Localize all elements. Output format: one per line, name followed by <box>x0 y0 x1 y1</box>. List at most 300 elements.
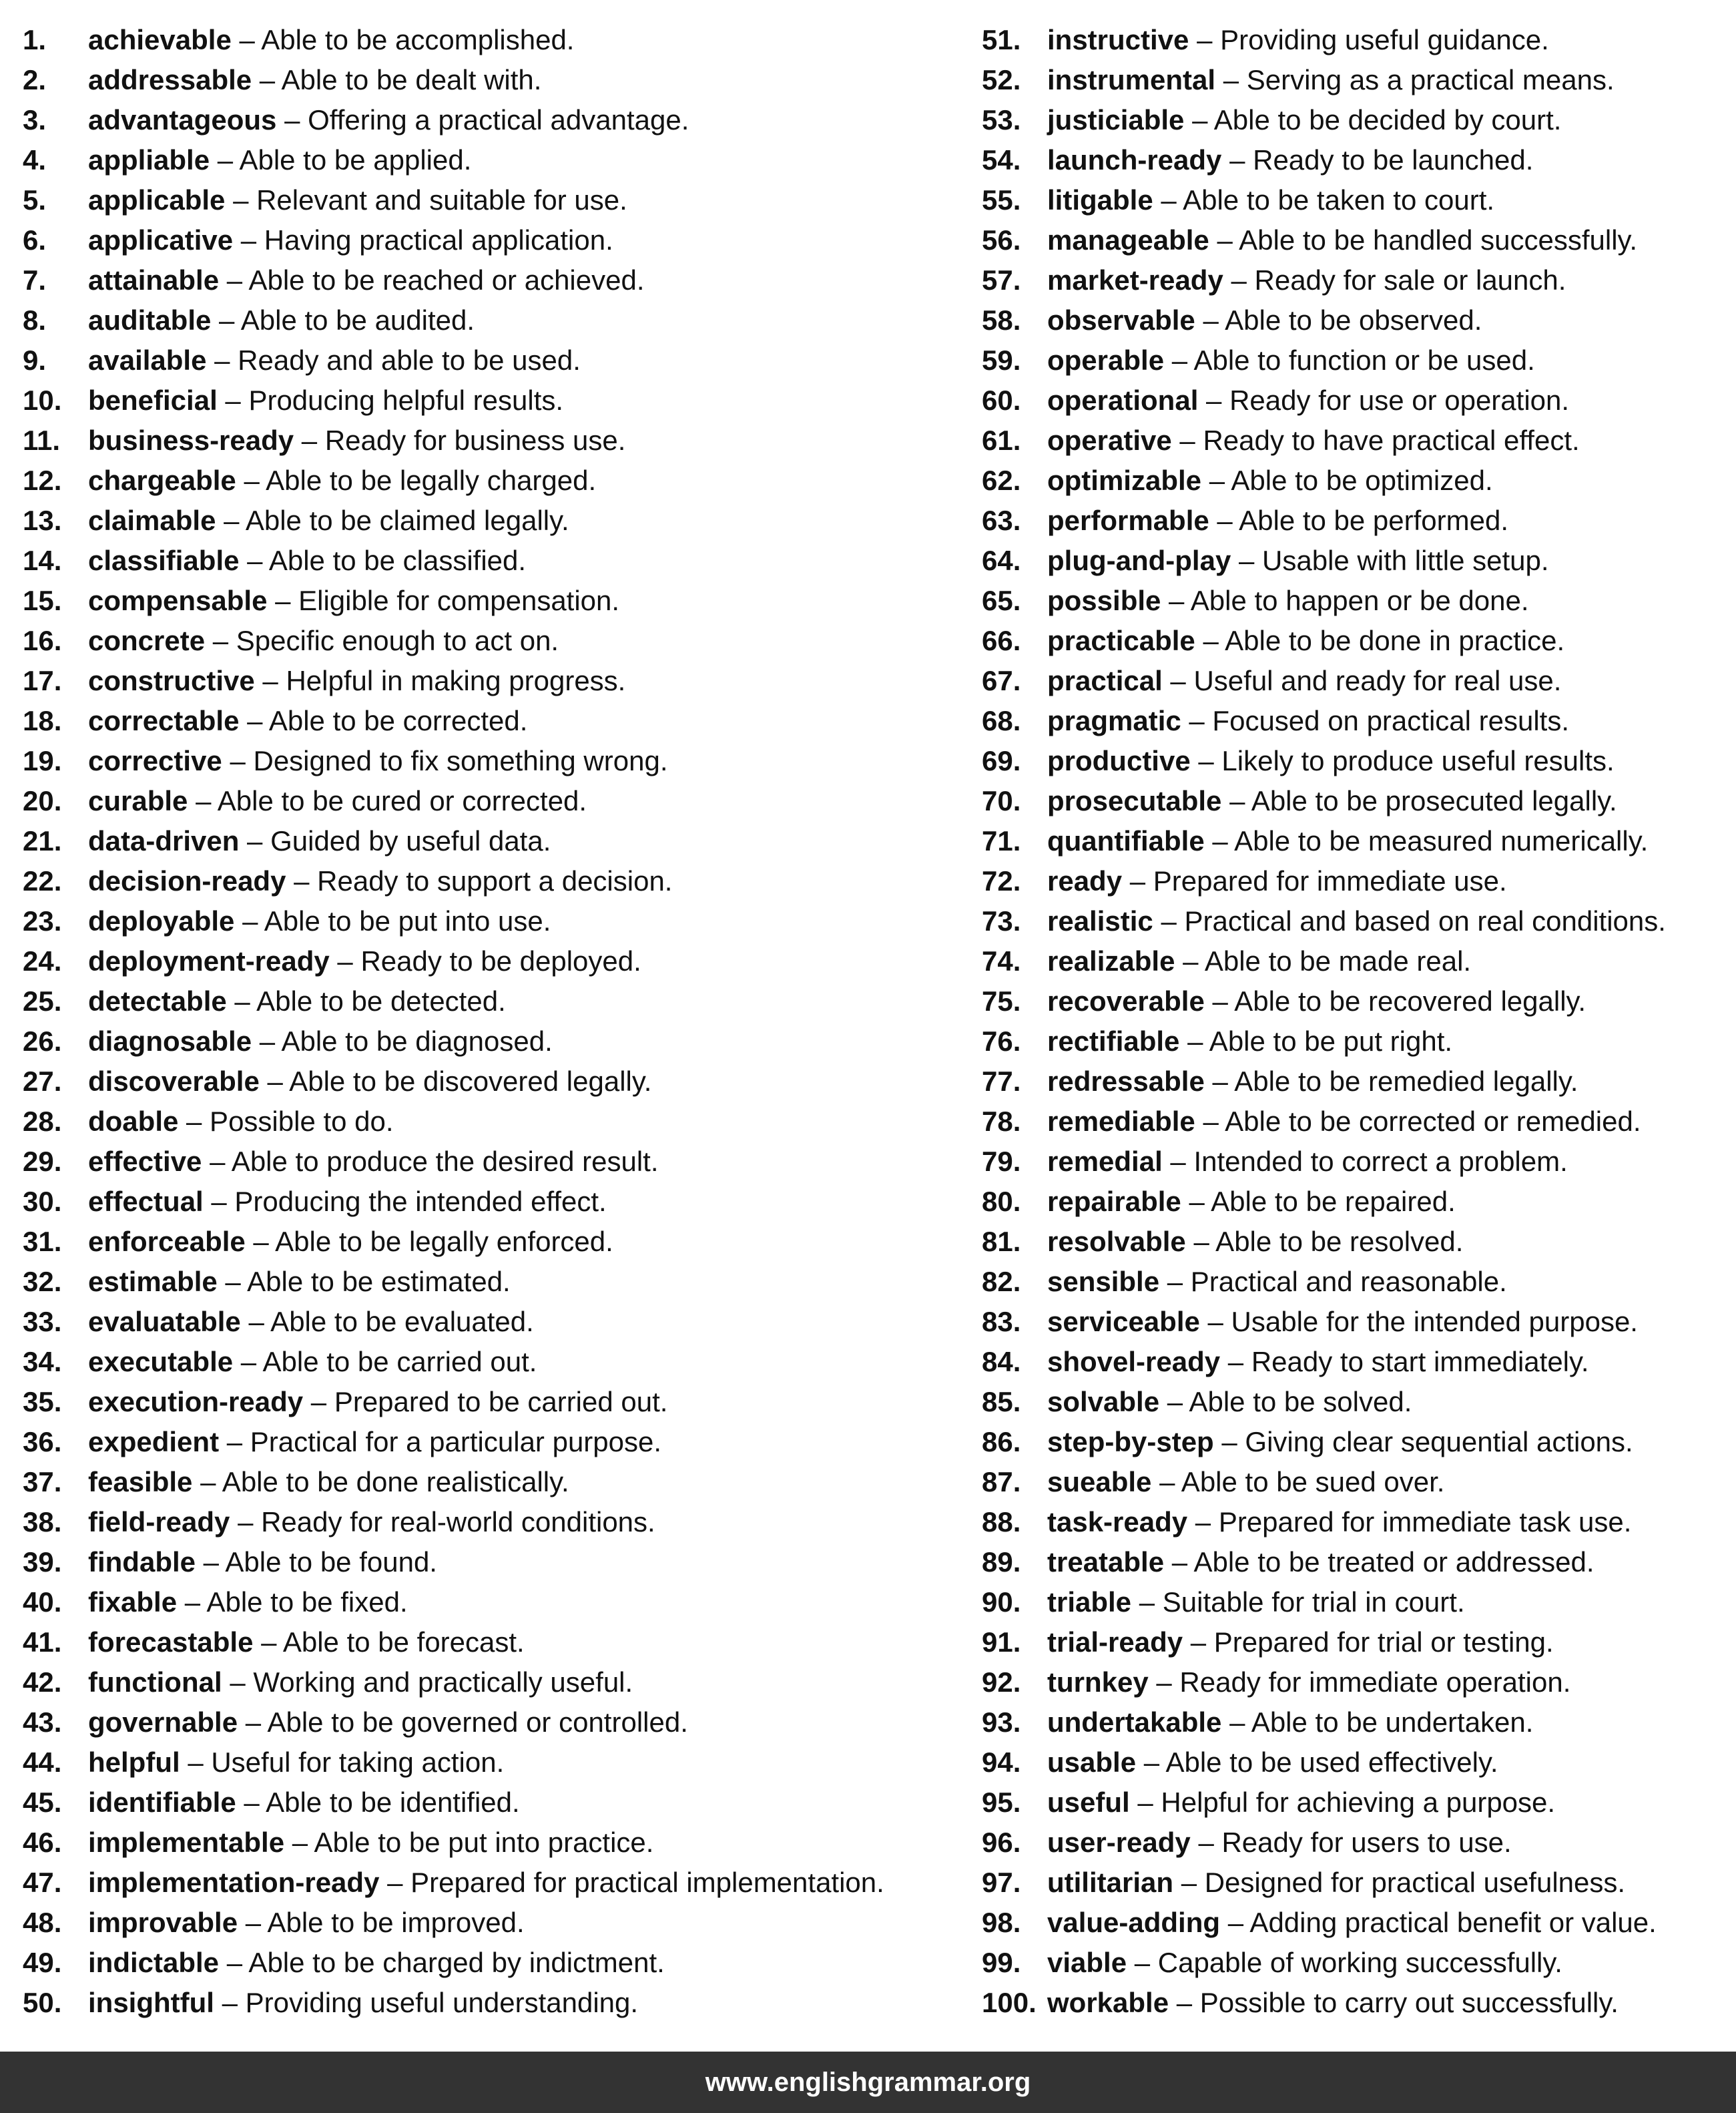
list-item <box>982 461 1723 501</box>
entry-definition: – Able to be charged by indictment. <box>219 1947 665 1978</box>
list-item <box>23 340 957 381</box>
entry-number: 96. <box>982 1827 1021 1858</box>
entry-definition: – Ready for users to use. <box>1190 1827 1512 1858</box>
entry-definition: – Relevant and suitable for use. <box>225 184 627 216</box>
list-item <box>23 220 957 260</box>
list-item <box>23 1903 957 1943</box>
entry-number: 16. <box>23 625 62 656</box>
entry-number: 15. <box>23 585 62 616</box>
entry-word: undertakable <box>1047 1706 1222 1738</box>
entry-word: implementable <box>88 1827 285 1858</box>
list-item <box>23 1382 957 1422</box>
entry-definition: – Able to be reached or achieved. <box>219 264 645 296</box>
entry-definition: – Able to be carried out. <box>233 1346 537 1377</box>
entry-number: 12. <box>23 465 62 496</box>
entry-definition: – Specific enough to act on. <box>205 625 559 656</box>
list-item <box>23 1102 957 1142</box>
entry-word: ready <box>1047 865 1123 897</box>
entry-word: shovel-ready <box>1047 1346 1221 1377</box>
entry-definition: – Suitable for trial in court. <box>1131 1586 1465 1618</box>
entry-word: applicable <box>88 184 226 216</box>
entry-word: improvable <box>88 1907 238 1938</box>
list-item <box>23 1262 957 1302</box>
entry-word: governable <box>88 1706 238 1738</box>
list-item <box>982 1182 1723 1222</box>
list-item <box>982 300 1723 340</box>
entry-word: constructive <box>88 665 255 696</box>
entry-word: treatable <box>1047 1546 1165 1578</box>
entry-definition: – Ready to support a decision. <box>286 865 673 897</box>
entry-word: achievable <box>88 24 232 55</box>
entry-word: performable <box>1047 505 1209 536</box>
entry-word: redressable <box>1047 1066 1205 1097</box>
entry-number: 81. <box>982 1226 1021 1257</box>
list-item <box>23 861 957 901</box>
entry-definition: – Likely to produce useful results. <box>1190 745 1615 776</box>
list-item <box>23 981 957 1021</box>
entry-number: 64. <box>982 545 1021 576</box>
entry-word: operable <box>1047 344 1165 376</box>
entry-number: 63. <box>982 505 1021 536</box>
entry-word: indictable <box>88 1947 220 1978</box>
list-item <box>23 1823 957 1863</box>
entry-word: identifiable <box>88 1787 236 1818</box>
list-item <box>23 621 957 661</box>
entry-word: fixable <box>88 1586 178 1618</box>
entry-word: evaluatable <box>88 1306 241 1337</box>
entry-definition: – Useful and ready for real use. <box>1162 665 1562 696</box>
entry-definition: – Ready for immediate operation. <box>1148 1666 1571 1698</box>
list-item <box>23 100 957 140</box>
entry-word: classifiable <box>88 545 240 576</box>
entry-number: 90. <box>982 1586 1021 1618</box>
entry-number: 69. <box>982 745 1021 776</box>
list-item <box>23 60 957 100</box>
entry-definition: – Able to be corrected. <box>239 705 528 736</box>
entry-number: 25. <box>23 985 62 1017</box>
entry-word: pragmatic <box>1047 705 1181 736</box>
entry-definition: – Able to be undertaken. <box>1221 1706 1534 1738</box>
entry-number: 39. <box>23 1546 62 1578</box>
list-item <box>23 1863 957 1903</box>
entry-number: 3. <box>23 104 47 136</box>
entry-definition: – Usable with little setup. <box>1231 545 1549 576</box>
entry-definition: – Able to be optimized. <box>1201 465 1493 496</box>
entry-number: 75. <box>982 985 1021 1017</box>
list-item <box>23 941 957 981</box>
entry-definition: – Able to be applied. <box>210 144 472 176</box>
list-item <box>982 821 1723 861</box>
entry-definition: – Intended to correct a problem. <box>1162 1146 1568 1177</box>
entry-number: 52. <box>982 64 1021 95</box>
entry-definition: – Possible to carry out successfully. <box>1169 1987 1619 2018</box>
entry-definition: – Able to be sued over. <box>1151 1466 1445 1497</box>
entry-number: 35. <box>23 1386 62 1417</box>
entry-definition: – Able to be found. <box>196 1546 437 1578</box>
entry-definition: – Ready to be deployed. <box>329 945 641 977</box>
entry-word: remedial <box>1047 1146 1163 1177</box>
entry-definition: – Able to be treated or addressed. <box>1164 1546 1595 1578</box>
list-item <box>23 1462 957 1502</box>
entry-definition: – Able to function or be used. <box>1164 344 1535 376</box>
entry-definition: – Producing the intended effect. <box>203 1186 607 1217</box>
entry-word: execution-ready <box>88 1386 304 1417</box>
list-item <box>23 1742 957 1783</box>
entry-word: forecastable <box>88 1626 254 1658</box>
entry-number: 31. <box>23 1226 62 1257</box>
entry-word: serviceable <box>1047 1306 1200 1337</box>
entry-definition: – Adding practical benefit or value. <box>1220 1907 1657 1938</box>
entry-word: instructive <box>1047 24 1189 55</box>
entry-number: 94. <box>982 1746 1021 1778</box>
list-item <box>982 1823 1723 1863</box>
entry-definition: – Providing useful understanding. <box>214 1987 639 2018</box>
entry-number: 27. <box>23 1066 62 1097</box>
entry-word: estimable <box>88 1266 218 1297</box>
entry-word: market-ready <box>1047 264 1223 296</box>
entry-number: 55. <box>982 184 1021 216</box>
list-item <box>982 1382 1723 1422</box>
entry-definition: – Able to happen or be done. <box>1161 585 1529 616</box>
entry-definition: – Able to be recovered legally. <box>1204 985 1586 1017</box>
entry-definition: – Providing useful guidance. <box>1189 24 1549 55</box>
list-item <box>982 861 1723 901</box>
entry-word: claimable <box>88 505 216 536</box>
entry-word: litigable <box>1047 184 1153 216</box>
list-item <box>23 1422 957 1462</box>
entry-word: appliable <box>88 144 210 176</box>
list-item <box>23 180 957 220</box>
list-item <box>982 1943 1723 1983</box>
entry-definition: – Able to be estimated. <box>217 1266 511 1297</box>
entry-word: applicative <box>88 224 234 256</box>
list-item <box>23 381 957 421</box>
entry-word: diagnosable <box>88 1025 252 1057</box>
list-item <box>982 140 1723 180</box>
entry-number: 98. <box>982 1907 1021 1938</box>
list-item <box>23 1662 957 1702</box>
entry-number: 86. <box>982 1426 1021 1457</box>
entry-number: 8. <box>23 304 47 336</box>
entry-definition: – Prepared to be carried out. <box>303 1386 668 1417</box>
entry-word: functional <box>88 1666 222 1698</box>
entry-word: value-adding <box>1047 1907 1221 1938</box>
entry-definition: – Prepared for trial or testing. <box>1183 1626 1554 1658</box>
entry-definition: – Serving as a practical means. <box>1215 64 1615 95</box>
list-item <box>982 1142 1723 1182</box>
entry-definition: – Able to be measured numerically. <box>1204 825 1649 857</box>
entry-number: 65. <box>982 585 1021 616</box>
entry-number: 6. <box>23 224 47 256</box>
entry-number: 26. <box>23 1025 62 1057</box>
entry-number: 32. <box>23 1266 62 1297</box>
entry-word: corrective <box>88 745 222 776</box>
list-item <box>23 1542 957 1582</box>
entry-word: data-driven <box>88 825 240 857</box>
entry-word: discoverable <box>88 1066 260 1097</box>
entry-number: 68. <box>982 705 1021 736</box>
entry-definition: – Able to be taken to court. <box>1153 184 1495 216</box>
entry-number: 9. <box>23 344 47 376</box>
list-item <box>982 661 1723 701</box>
entry-number: 80. <box>982 1186 1021 1217</box>
entry-word: triable <box>1047 1586 1132 1618</box>
list-item <box>982 20 1723 60</box>
entry-word: operational <box>1047 385 1199 416</box>
entry-number: 38. <box>23 1506 62 1538</box>
entry-word: curable <box>88 785 188 816</box>
list-item <box>982 1542 1723 1582</box>
entry-word: utilitarian <box>1047 1867 1174 1898</box>
list-item <box>982 260 1723 300</box>
list-item <box>23 501 957 541</box>
entry-definition: – Able to be resolved. <box>1185 1226 1464 1257</box>
entry-number: 17. <box>23 665 62 696</box>
entry-number: 37. <box>23 1466 62 1497</box>
entry-number: 46. <box>23 1827 62 1858</box>
entry-word: expedient <box>88 1426 220 1457</box>
entry-definition: – Useful for taking action. <box>180 1746 505 1778</box>
entry-definition: – Able to be legally enforced. <box>245 1226 613 1257</box>
list-item <box>23 1983 957 2023</box>
list-item <box>23 1182 957 1222</box>
list-item <box>982 1622 1723 1662</box>
entry-number: 10. <box>23 385 62 416</box>
list-item <box>982 1302 1723 1342</box>
entry-word: business-ready <box>88 425 294 456</box>
list-item <box>982 701 1723 741</box>
entry-definition: – Producing helpful results. <box>217 385 564 416</box>
list-item <box>982 1502 1723 1542</box>
entry-word: enforceable <box>88 1226 246 1257</box>
entry-definition: – Helpful for achieving a purpose. <box>1129 1787 1556 1818</box>
entry-number: 50. <box>23 1987 62 2018</box>
entry-word: findable <box>88 1546 196 1578</box>
entry-word: deployable <box>88 905 235 937</box>
entry-definition: – Practical and based on real conditions. <box>1153 905 1666 937</box>
entry-definition: – Able to be improved. <box>238 1907 525 1938</box>
list-item <box>982 340 1723 381</box>
entry-definition: – Able to be repaired. <box>1181 1186 1456 1217</box>
entry-word: realizable <box>1047 945 1175 977</box>
entry-definition: – Able to be used effectively. <box>1136 1746 1498 1778</box>
entry-word: resolvable <box>1047 1226 1186 1257</box>
entry-number: 42. <box>23 1666 62 1698</box>
footer-url[interactable]: www.englishgrammar.org <box>705 2068 1031 2097</box>
entry-word: helpful <box>88 1746 180 1778</box>
entry-definition: – Practical for a particular purpose. <box>219 1426 662 1457</box>
entry-number: 19. <box>23 745 62 776</box>
entry-number: 44. <box>23 1746 62 1778</box>
entry-word: decision-ready <box>88 865 286 897</box>
entry-number: 77. <box>982 1066 1021 1097</box>
entry-definition: – Able to be legally charged. <box>236 465 597 496</box>
list-item <box>982 1783 1723 1823</box>
entry-definition: – Able to produce the desired result. <box>202 1146 659 1177</box>
list-item <box>982 1342 1723 1382</box>
entry-number: 74. <box>982 945 1021 977</box>
list-item <box>982 1582 1723 1622</box>
list-item <box>982 541 1723 581</box>
list-item <box>982 981 1723 1021</box>
list-item <box>982 1222 1723 1262</box>
list-item <box>982 741 1723 781</box>
list-item <box>982 100 1723 140</box>
entry-definition: – Ready for use or operation. <box>1198 385 1570 416</box>
entry-word: concrete <box>88 625 206 656</box>
list-item <box>982 60 1723 100</box>
entry-definition: – Able to be done in practice. <box>1195 625 1565 656</box>
entry-number: 34. <box>23 1346 62 1377</box>
entry-word: useful <box>1047 1787 1130 1818</box>
entry-word: chargeable <box>88 465 236 496</box>
entry-word: step-by-step <box>1047 1426 1214 1457</box>
entry-word: insightful <box>88 1987 214 2018</box>
list-item <box>23 1582 957 1622</box>
entry-number: 54. <box>982 144 1021 176</box>
entry-number: 61. <box>982 425 1021 456</box>
entry-number: 43. <box>23 1706 62 1738</box>
list-item <box>23 901 957 941</box>
entry-definition: – Able to be discovered legally. <box>259 1066 652 1097</box>
list-item <box>982 501 1723 541</box>
entry-definition: – Usable for the intended purpose. <box>1199 1306 1638 1337</box>
entry-number: 11. <box>23 425 61 456</box>
list-item <box>23 1062 957 1102</box>
entry-definition: – Ready to start immediately. <box>1220 1346 1589 1377</box>
entry-definition: – Able to be claimed legally. <box>216 505 569 536</box>
entry-word: doable <box>88 1106 179 1137</box>
list-item <box>23 461 957 501</box>
entry-word: detectable <box>88 985 227 1017</box>
list-item <box>23 541 957 581</box>
entry-number: 85. <box>982 1386 1021 1417</box>
list-item <box>982 421 1723 461</box>
entry-word: possible <box>1047 585 1161 616</box>
entry-word: repairable <box>1047 1186 1181 1217</box>
entry-number: 33. <box>23 1306 62 1337</box>
entry-number: 24. <box>23 945 62 977</box>
entry-word: user-ready <box>1047 1827 1191 1858</box>
entry-number: 5. <box>23 184 47 216</box>
list-item <box>982 1903 1723 1943</box>
entry-word: practical <box>1047 665 1163 696</box>
list-item <box>23 421 957 461</box>
entry-definition: – Working and practically useful. <box>222 1666 633 1698</box>
entry-number: 23. <box>23 905 62 937</box>
list-item <box>23 701 957 741</box>
entry-definition: – Ready for real-world conditions. <box>230 1506 655 1538</box>
entry-word: prosecutable <box>1047 785 1222 816</box>
entry-definition: – Able to be observed. <box>1195 304 1482 336</box>
entry-number: 82. <box>982 1266 1021 1297</box>
entry-number: 92. <box>982 1666 1021 1698</box>
list-item <box>23 140 957 180</box>
entry-word: productive <box>1047 745 1191 776</box>
entry-number: 51. <box>982 24 1021 55</box>
list-item <box>982 1102 1723 1142</box>
entry-definition: – Giving clear sequential actions. <box>1213 1426 1633 1457</box>
entry-number: 62. <box>982 465 1021 496</box>
entry-number: 53. <box>982 104 1021 136</box>
list-item <box>23 1222 957 1262</box>
entry-number: 58. <box>982 304 1021 336</box>
entry-number: 40. <box>23 1586 62 1618</box>
entry-word: justiciable <box>1047 104 1185 136</box>
entry-word: task-ready <box>1047 1506 1188 1538</box>
list-item <box>23 661 957 701</box>
entry-number: 48. <box>23 1907 62 1938</box>
list-item <box>23 1142 957 1182</box>
entry-number: 93. <box>982 1706 1021 1738</box>
entry-number: 70. <box>982 785 1021 816</box>
entry-word: correctable <box>88 705 240 736</box>
entry-word: instrumental <box>1047 64 1216 95</box>
entry-word: deployment-ready <box>88 945 330 977</box>
list-item <box>23 260 957 300</box>
entry-definition: – Able to be forecast. <box>253 1626 525 1658</box>
entry-definition: – Able to be identified. <box>236 1787 520 1818</box>
entry-word: advantageous <box>88 104 277 136</box>
entry-number: 45. <box>23 1787 62 1818</box>
entry-number: 14. <box>23 545 62 576</box>
entry-definition: – Able to be evaluated. <box>240 1306 534 1337</box>
entry-number: 20. <box>23 785 62 816</box>
list-item <box>982 1262 1723 1302</box>
entry-number: 83. <box>982 1306 1021 1337</box>
entry-number: 88. <box>982 1506 1021 1538</box>
list-item <box>982 1662 1723 1702</box>
list-item <box>23 581 957 621</box>
entry-definition: – Able to be performed. <box>1209 505 1509 536</box>
entry-number: 1. <box>23 24 47 55</box>
list-item <box>982 1021 1723 1062</box>
entry-number: 99. <box>982 1947 1021 1978</box>
list-item <box>982 941 1723 981</box>
entry-number: 97. <box>982 1867 1021 1898</box>
entry-definition: – Prepared for practical implementation. <box>379 1867 884 1898</box>
entry-definition: – Ready for business use. <box>294 425 626 456</box>
list-item <box>23 1302 957 1342</box>
entry-number: 49. <box>23 1947 62 1978</box>
entry-definition: – Able to be corrected or remedied. <box>1195 1106 1641 1137</box>
entry-word: sueable <box>1047 1466 1152 1497</box>
entry-definition: – Ready for sale or launch. <box>1223 264 1566 296</box>
entry-number: 78. <box>982 1106 1021 1137</box>
entry-definition: – Able to be dealt with. <box>252 64 542 95</box>
entry-word: usable <box>1047 1746 1137 1778</box>
entry-word: practicable <box>1047 625 1195 656</box>
entry-definition: – Able to be put into use. <box>234 905 551 937</box>
entry-definition: – Able to be done realistically. <box>192 1466 569 1497</box>
entry-word: attainable <box>88 264 220 296</box>
entry-word: realistic <box>1047 905 1153 937</box>
entry-definition: – Offering a practical advantage. <box>276 104 689 136</box>
entry-definition: – Able to be decided by court. <box>1184 104 1562 136</box>
entry-number: 36. <box>23 1426 62 1457</box>
entry-word: auditable <box>88 304 212 336</box>
entry-definition: – Guided by useful data. <box>239 825 551 857</box>
entry-definition: – Capable of working successfully. <box>1127 1947 1562 1978</box>
entry-definition: – Helpful in making progress. <box>254 665 626 696</box>
list-item <box>23 1021 957 1062</box>
entry-definition: – Able to be classified. <box>239 545 527 576</box>
word-list-column-right <box>982 20 1723 2023</box>
entry-definition: – Able to be cured or corrected. <box>188 785 587 816</box>
entry-definition: – Able to be put into practice. <box>284 1827 654 1858</box>
list-item <box>23 300 957 340</box>
entry-number: 100. <box>982 1987 1037 2018</box>
